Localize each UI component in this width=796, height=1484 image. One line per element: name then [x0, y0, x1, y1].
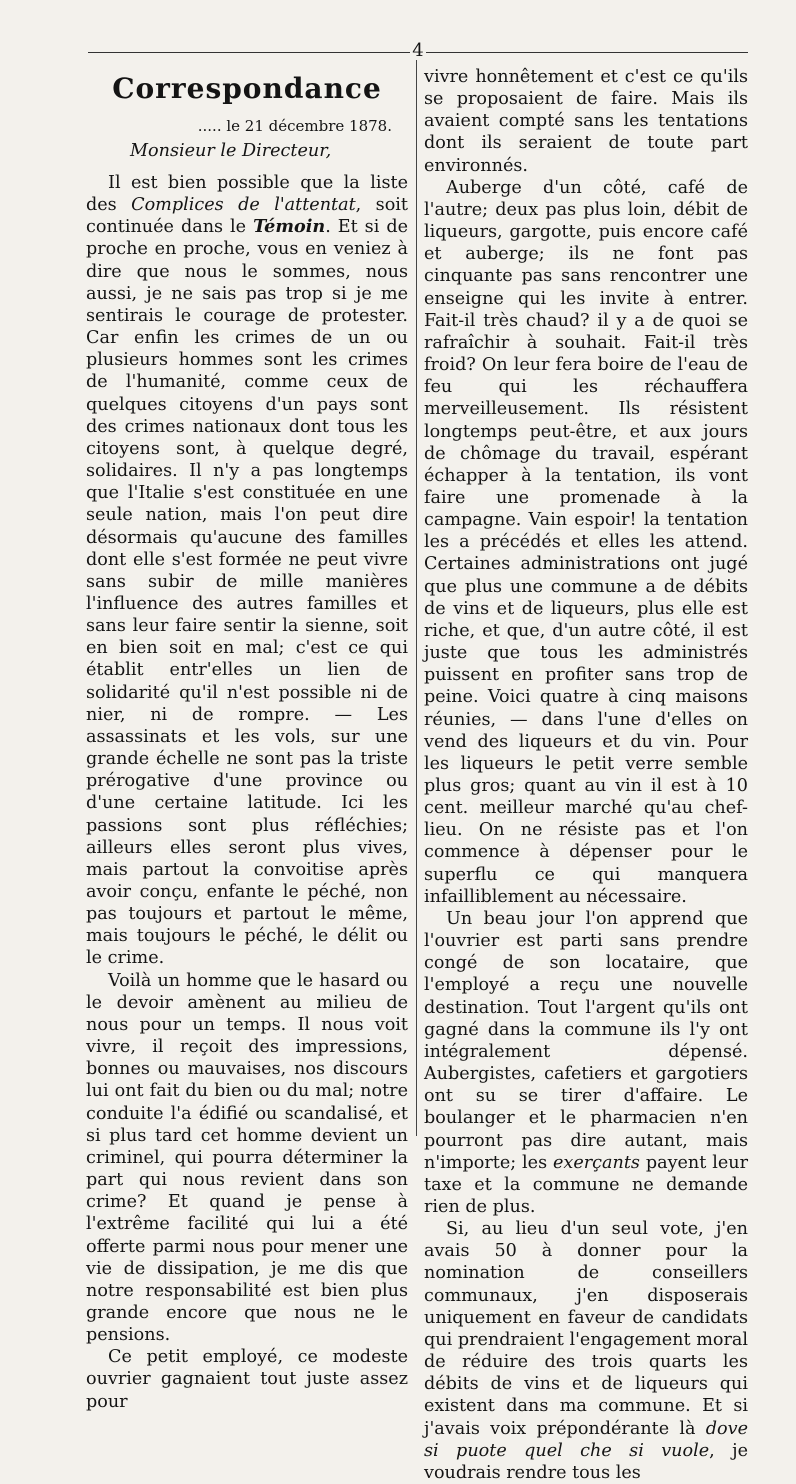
header-rule-right — [426, 52, 748, 53]
column-divider — [416, 60, 417, 1136]
right-column — [424, 66, 748, 1484]
paragraph: Un beau jour l'on apprend que l'ouvrier est parti sans prendre congé de son locataire, que l'employé a reçu une nouvelle destination. Tout l'argent qu'ils ont gagné dans la commune ils l'y ont intégralement dépensé. Aubergistes, cafetiers et gargotiers ont su se tirer d'affaire. Le boulanger et le pharmacien n'en pourront pas dire autant, mais n'importe; les exerçants payent leur taxe et la commune ne demande rien de plus. — [424, 908, 748, 1217]
salutation: Monsieur le Directeur, — [130, 141, 332, 161]
paragraph: Ce petit employé, ce modeste ouvrier gagnaient tout juste assez pour — [86, 1347, 408, 1412]
paragraph: Voilà un homme que le hasard ou le devoir amènent au milieu de nous pour un temps. Il nous voit vivre, il reçoit des impressions, bonnes ou mauvaises, nos discours lui ont fait du bien ou du mal; notre conduite l'a édifié ou scandalisé, et si plus tard cet homme devient un criminel, qui pourra déterminer la part qui nous revient dans son crime? Et quand je pense à l'extrême facilité qui lui a été offerte parmi nous pour mener une vie de dissipation, je me dis que notre responsabilité est bien plus grande encore que nous ne le pensions. — [86, 970, 408, 1346]
dateline: ..... le 21 décembre 1878. — [197, 117, 392, 135]
italic-phrase: dove si puote quel che si vuole — [424, 1418, 748, 1461]
italic-title: Complices de l'attentat — [131, 195, 356, 216]
paragraph: Auberge d'un côté, café de l'autre; deux pas plus loin, débit de liqueurs, gargotte, puis encore café et auberge; ils ne font pas cinquante pas sans rencontrer une enseigne qui les invite à entrer. Fait-il très chaud? il y a de quoi se rafraîchir à souhait. Fait-il très froid? On leur fera boire de l'eau de feu qui les réchauffera merveilleusement. Ils résistent longtemps peut-être, et aux jours de chômage du travail, espérant échapper à la tentation, ils vont faire une promenade à la campagne. Vain espoir! la tentation les a précédés et elles les attend. Certaines administrations ont jugé que plus une commune a de débits de vins et de liqueurs, plus elle est riche, et que, d'un autre côté, il est juste que tous les administrés puissent en profiter sans trop de peine. Voici quatre à cinq maisons réunies, — dans l'une d'elles on vend des liqueurs et du vin. Pour les liqueurs le petit verre semble plus gros; quant au vin il est à 10 cent. meilleur marché qu'au chef-lieu. On ne résiste pas et l'on commence à dépenser pour le superflu ce qui manquera infailliblement au nécessaire. — [424, 177, 748, 907]
italic-word: exerçants — [553, 1152, 640, 1173]
header-rule-left — [88, 52, 410, 53]
page-number: 4 — [412, 40, 424, 61]
section-heading: Correspondance — [112, 72, 382, 105]
paragraph: Si, au lieu d'un seul vote, j'en avais 50 à donner pour la nomination de conseillers communaux, j'en disposerais uniquement en faveur de candidats qui prendraient l'engagement moral de réduire des trois quarts les débits de vins et de liqueurs qui existent dans ma commune. Et si j'avais voix prépondérante là dove si puote quel che si vuole, je voudrais rendre tous les — [424, 1219, 748, 1483]
italic-title: Témoin — [253, 216, 326, 238]
left-column — [86, 66, 408, 1413]
paragraph: vivre honnêtement et c'est ce qu'ils se proposaient de faire. Mais ils avaient compté sans les tentations dont ils seraient de toute part environnés. — [424, 67, 748, 176]
paragraph: Il est bien possible que la liste des Complices de l'attentat, soit continuée dans le Témoin. Et si de proche en proche, vous en veniez à dire que nous le sommes, nous aussi, je ne sais pas trop si je me sentirais le courage de protester. Car enfin les crimes de un ou plusieurs hommes sont les crimes de l'humanité, comme ceux de quelques citoyens d'un pays sont des crimes nationaux dont tous les citoyens sont, à quelque degré, solidaires. Il n'y a pas longtemps que l'Italie s'est constituée en une seule nation, mais l'on peut dire désormais qu'aucune des familles dont elle s'est formée ne peut vivre sans subir de mille manières l'influence des autres familles et sans leur faire sentir la sienne, soit en bien soit en mal; c'est ce qui établit entr'elles un lien de solidarité qu'il n'est possible ni de nier, ni de rompre. — Les assassinats et les vols, sur une grande échelle ne sont pas la triste prérogative d'une province ou d'une certaine latitude. Ici les passions sont plus réfléchies; ailleurs elles seront plus vives, mais partout la convoitise après avoir conçu, enfante le péché, non pas toujours et partout le même, mais toujours le péché, le délit ou le crime. — [86, 173, 408, 969]
